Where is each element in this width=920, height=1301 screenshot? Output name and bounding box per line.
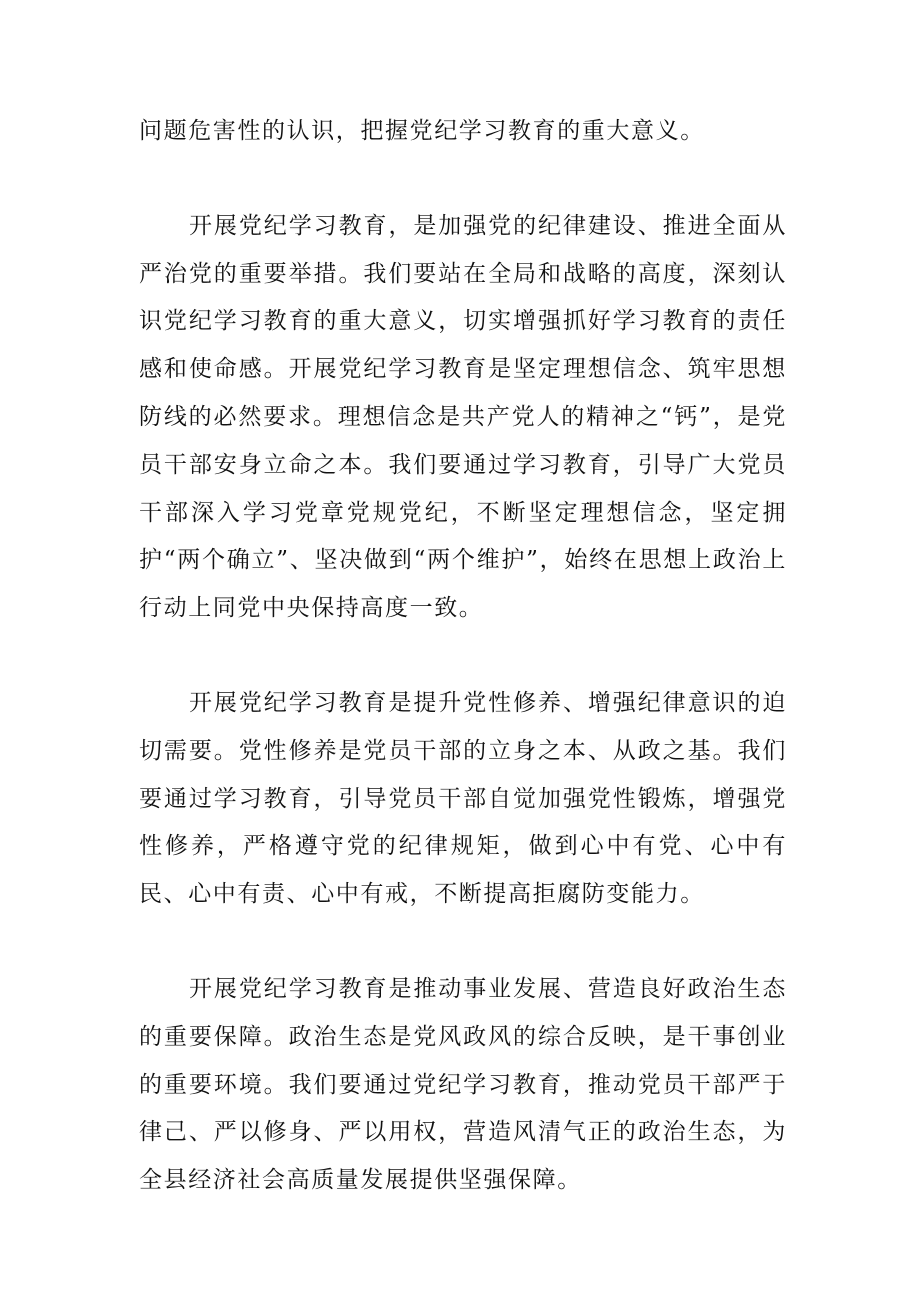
paragraph-2: 开展党纪学习教育，是加强党的纪律建设、推进全面从严治党的重要举措。我们要站在全局和战略的高度，深刻认识党纪学习教育的重大意义，切实增强抓好学习教育的责任感和使命感。开展党纪学习教育是坚定理想信念、筑牢思想防线的必然要求。理想信念是共产党人的精神之“钙”，是党员干部安身立命之本。我们要通过学习教育，引导广大党员干部深入学习党章党规党纪，不断坚定理想信念，坚定拥护“两个确立”、坚决做到“两个维护”，始终在思想上政治上行动上同党中央保持高度一致。 <box>139 212 787 622</box>
document-body <box>139 108 787 1205</box>
paragraph-1: 问题危害性的认识，把握党纪学习教育的重大意义。 <box>139 118 705 144</box>
paragraph-3: 开展党纪学习教育是提升党性修养、增强纪律意识的迫切需要。党性修养是党员干部的立身之本、从政之基。我们要通过学习教育，引导党员干部自觉加强党性锻炼，增强党性修养，严格遵守党的纪律规矩，做到心中有党、心中有民、心中有责、心中有戒，不断提高拒腐防变能力。 <box>139 689 787 908</box>
paragraph-4: 开展党纪学习教育是推动事业发展、营造良好政治生态的重要保障。政治生态是党风政风的综合反映，是干事创业的重要环境。我们要通过党纪学习教育，推动党员干部严于律己、严以修身、严以用权，营造风清气正的政治生态，为全县经济社会高质量发展提供坚强保障。 <box>139 975 787 1194</box>
